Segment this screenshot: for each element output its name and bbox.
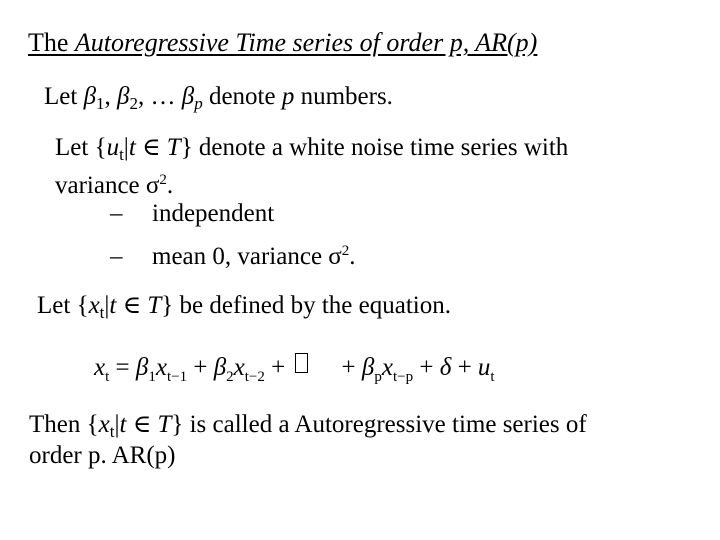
eq-subscript: t−p (392, 369, 414, 385)
element-of: ∈ (116, 292, 148, 319)
superscript: 2 (341, 243, 350, 259)
bar: | (123, 134, 129, 161)
eq-x: x (94, 354, 106, 381)
slide-title (28, 28, 537, 58)
separator: , (104, 83, 118, 110)
bullet-dash: – (110, 243, 123, 270)
text: } is called a Autoregressive time series of (171, 411, 587, 438)
t-variable: t (109, 292, 117, 319)
eq-beta: β (213, 354, 227, 381)
eq-x: x (155, 354, 167, 381)
t-variable: t (128, 134, 136, 161)
eq-subscript: t−2 (244, 369, 265, 385)
superscript: 2 (159, 172, 167, 188)
text: numbers. (294, 83, 393, 110)
eq-x: x (233, 354, 245, 381)
title-italic: Autoregressive Time series of order p, AR(p) (74, 28, 538, 57)
text: } be defined by the equation. (161, 292, 451, 319)
subscript: t (109, 422, 115, 441)
bullet-independent (110, 199, 274, 229)
text: Let { (55, 134, 107, 161)
eq-subscript: t−1 (166, 369, 188, 385)
text: . (349, 243, 356, 270)
bullet-text: mean 0, variance σ (152, 243, 342, 270)
bullet-text: independent (152, 200, 275, 227)
beta-symbol: β (117, 83, 130, 110)
eq-delta: δ (439, 354, 452, 381)
eq-u: u (477, 354, 491, 381)
line-betas (44, 82, 393, 119)
ar-equation (94, 352, 495, 393)
text: } denote a white noise time series with (180, 134, 569, 161)
line-order (29, 441, 176, 471)
eq-plus: + (413, 354, 440, 381)
u-variable: u (106, 134, 120, 161)
bar: | (114, 411, 120, 438)
text: Let { (37, 292, 89, 319)
text: order p. AR(p) (29, 442, 176, 469)
T-set: T (166, 134, 181, 161)
subscript: 1 (96, 94, 105, 113)
element-of: ∈ (126, 411, 158, 438)
text: . (166, 172, 174, 199)
subscript: t (99, 303, 105, 322)
subscript: 2 (129, 94, 138, 113)
subscript: t (119, 145, 124, 164)
eq-beta: β (361, 354, 375, 381)
text: Then { (29, 411, 99, 438)
element-of: ∈ (135, 134, 167, 161)
text: denote (202, 83, 282, 110)
text: variance σ (55, 172, 160, 199)
missing-glyph-box (295, 353, 308, 373)
beta-symbol: β (83, 83, 97, 110)
separator: , … (137, 83, 182, 110)
title-prefix: The (28, 28, 75, 57)
eq-subscript: t (105, 369, 110, 385)
subscript: p (194, 94, 203, 113)
T-set: T (147, 292, 162, 319)
eq-plus: + (341, 354, 362, 381)
eq-subscript: 2 (226, 369, 234, 385)
eq-plus: + (264, 354, 292, 381)
T-set: T (157, 411, 172, 438)
x-variable: x (88, 292, 100, 319)
line-define (37, 291, 451, 328)
t-variable: t (119, 411, 127, 438)
bullet-mean-variance (110, 236, 356, 272)
eq-subscript: 1 (148, 369, 156, 385)
eq-plus: + (187, 354, 214, 381)
x-variable: x (98, 411, 110, 438)
p-variable: p (281, 83, 295, 110)
eq-equals: = (109, 354, 136, 381)
bar: | (104, 292, 110, 319)
eq-subscript: p (374, 369, 382, 385)
eq-subscript: t (490, 369, 495, 385)
line-variance (55, 165, 173, 201)
beta-symbol: β (181, 83, 195, 110)
eq-plus: + (451, 354, 478, 381)
eq-x: x (381, 354, 393, 381)
eq-beta: β (135, 354, 149, 381)
bullet-dash: – (110, 200, 123, 227)
let-text: Let (44, 83, 84, 110)
